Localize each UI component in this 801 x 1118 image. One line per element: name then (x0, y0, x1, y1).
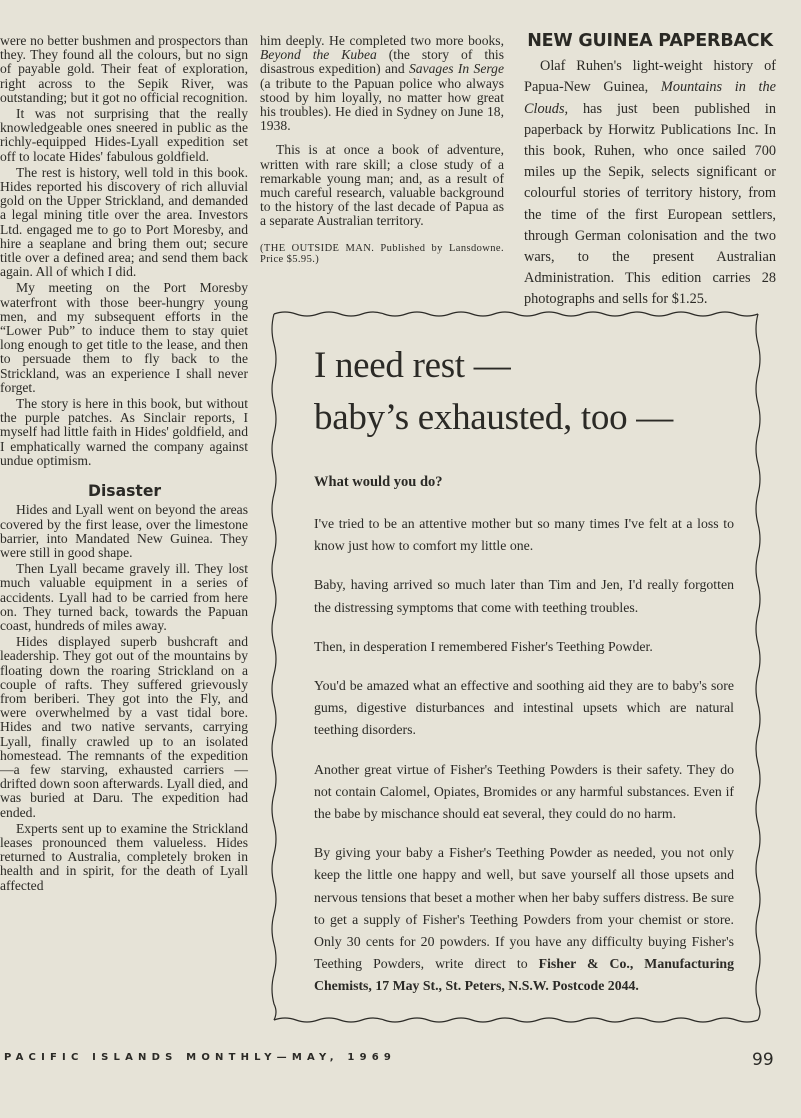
subheading-disaster: Disaster (88, 482, 162, 501)
article-column-right (524, 31, 776, 311)
ad-headline (314, 344, 734, 440)
border-top (274, 312, 758, 316)
ad-paragraph: Baby, having arrived so much later than Tim and Jen, I'd really forgotten the distressing symptoms that come with teething troubles. (314, 577, 734, 615)
article-paragraph (260, 34, 504, 133)
article-paragraph: The story is here in this book, but without the purple patches. As Sinclair reports, I myself had little faith in Hides' goldfield, and I emphatically warned the company against undue optimism. (0, 396, 248, 468)
ad-paragraph: I've tried to be an attentive mother but so many times I've felt at a loss to know just how to comfort my little one. (314, 516, 734, 554)
book-title: Beyond the Kubea (260, 47, 377, 63)
article-column-left (0, 34, 248, 893)
text-run: him deeply. He completed two more books, (260, 33, 504, 48)
border-right (756, 314, 760, 1020)
text-run: (the story of this disastrous expedition) and (260, 47, 504, 77)
text-run: (a tribute to the Papuan police who always stood by him loyally, no matter how great his troubles). He died in Sydney on June 18, 1938. (260, 75, 504, 134)
ad-paragraph: Another great virtue of Fisher's Teething Powders is their safety. They do not contain Calomel, Opiates, Bromides or any harmful substances. Even if the babe by mischance should eat several, they could do no harm. (314, 761, 734, 822)
text-run: has just been published in paperback by Horwitz Publications Inc. In this book, Ruhen, who once sailed 700 miles up the Sepik, selects significant or colourful stories of territory history, from the time of the first European settlers, through German colonisation and the two wars, to the present Australian Administration. This edition carries 28 photographs and sells for $1.25. (524, 100, 776, 308)
article-paragraph: Experts sent up to examine the Strickland leases pronounced them valueless. Hides returned to Australia, completely broken in health and in spirit, for the death of Lyall affected (0, 820, 248, 893)
article-paragraph: It was not surprising that the really knowledgeable ones sneered in public as the richly-equipped Hides-Lyall expedition set off to locate Hides' fabulous goldfield. (0, 106, 248, 164)
ad-contact-address: Fisher & Co., Manufacturing Chemists, 17 May St., St. Peters, N.S.W. Postcode 2044. (314, 956, 734, 994)
book-title: Mountains in the Clouds, (524, 79, 776, 117)
section-heading: NEW GUINEA PAPERBACK (527, 31, 773, 51)
book-title: Savages In Serge (408, 61, 504, 77)
article-paragraph: Hides and Lyall went on beyond the areas covered by the first lease, over the limestone barrier, into Mandated New Guinea. They were still in good shape. (0, 502, 248, 560)
footer-masthead: PACIFIC ISLANDS MONTHLY—MAY, 1969 (4, 1052, 397, 1063)
article-paragraph (524, 56, 776, 310)
article-paragraph: This is at once a book of adventure, written with rare skill; a close study of a remarkable young man; and, as a result of much careful research, valuable background to the history of the last decade of Papua as a separate Australian territory. (260, 142, 504, 229)
text-run: Olaf Ruhen's light-weight history of Papua-New Guinea, (524, 58, 776, 96)
article-paragraph: were no better bushmen and prospectors than they. They found all the colours, but no sign of payable gold. Their feat of exploration, right across to the Sepik River, was outstanding; but it got no official recognition. (0, 33, 248, 105)
ad-headline-line: baby’s exhausted, too — (314, 397, 673, 438)
ad-paragraph: Then, in desperation I remembered Fisher's Teething Powder. (314, 638, 653, 654)
advertisement-content (314, 338, 734, 998)
publication-credit: (THE OUTSIDE MAN. Published by Lansdowne. Price $5.95.) (260, 242, 504, 266)
ad-question: What would you do? (314, 474, 443, 490)
ad-paragraph (314, 842, 734, 997)
article-paragraph: My meeting on the Port Moresby waterfront with those beer-hungry young men, and my subsequent efforts in the “Lower Pub” to induce them to stay quiet long enough to get title to the lease, and then to persuade them to fly back to the Strickland, was an experience I shall never forget. (0, 280, 248, 395)
article-column-middle (260, 34, 504, 266)
article-paragraph: Hides displayed superb bushcraft and leadership. They got out of the mountains by floating down the roaring Strickland on a couple of rafts. They suffered grievously from beriberi. They got into the Fly, and were overwhelmed by a vast tidal bore. Hides and two native servants, carrying Lyall, finally crawled up to an isolated homestead. The remnants of the expedition—a few starving, exhausted carriers — drifted down soon afterwards. Lyall died, and was buried at Daru. The expedition had ended. (0, 634, 248, 820)
border-bottom (274, 1018, 758, 1022)
text-run: By giving your baby a Fisher's Teething Powder as needed, you not only keep the little one happy and well, but save yourself all those upsets and nervous tensions that beset a mother when her baby suffers distress. Be sure to get a supply of Fisher's Teething Powders from your chemist or store. Only 30 cents for 20 powders. If you have any difficulty buying Fisher's Teething Powders, write direct to (314, 845, 734, 972)
page-number: 99 (752, 1050, 774, 1070)
advertisement-box (268, 308, 764, 1026)
ad-paragraph: You'd be amazed what an effective and soothing aid they are to baby's sore gums, digestive disturbances and intestinal upsets which are natural teething disorders. (314, 678, 734, 738)
article-paragraph: Then Lyall became gravely ill. They lost much valuable equipment in a series of accidents. Lyall had to be carried from here on. They turned back, towards the Papuan coast, hundreds of miles away. (0, 561, 248, 633)
ad-headline-line: I need rest — (314, 345, 511, 386)
article-paragraph: The rest is history, well told in this book. Hides reported his discovery of rich alluvial gold on the Upper Strickland, and demanded a legal mining title over the area. Investors Ltd. engaged me to go to Port Moresby, and hire a seaplane and bring them out; secure title over a defined area; and send them back again. All of which I did. (0, 164, 248, 280)
border-left (272, 314, 276, 1020)
